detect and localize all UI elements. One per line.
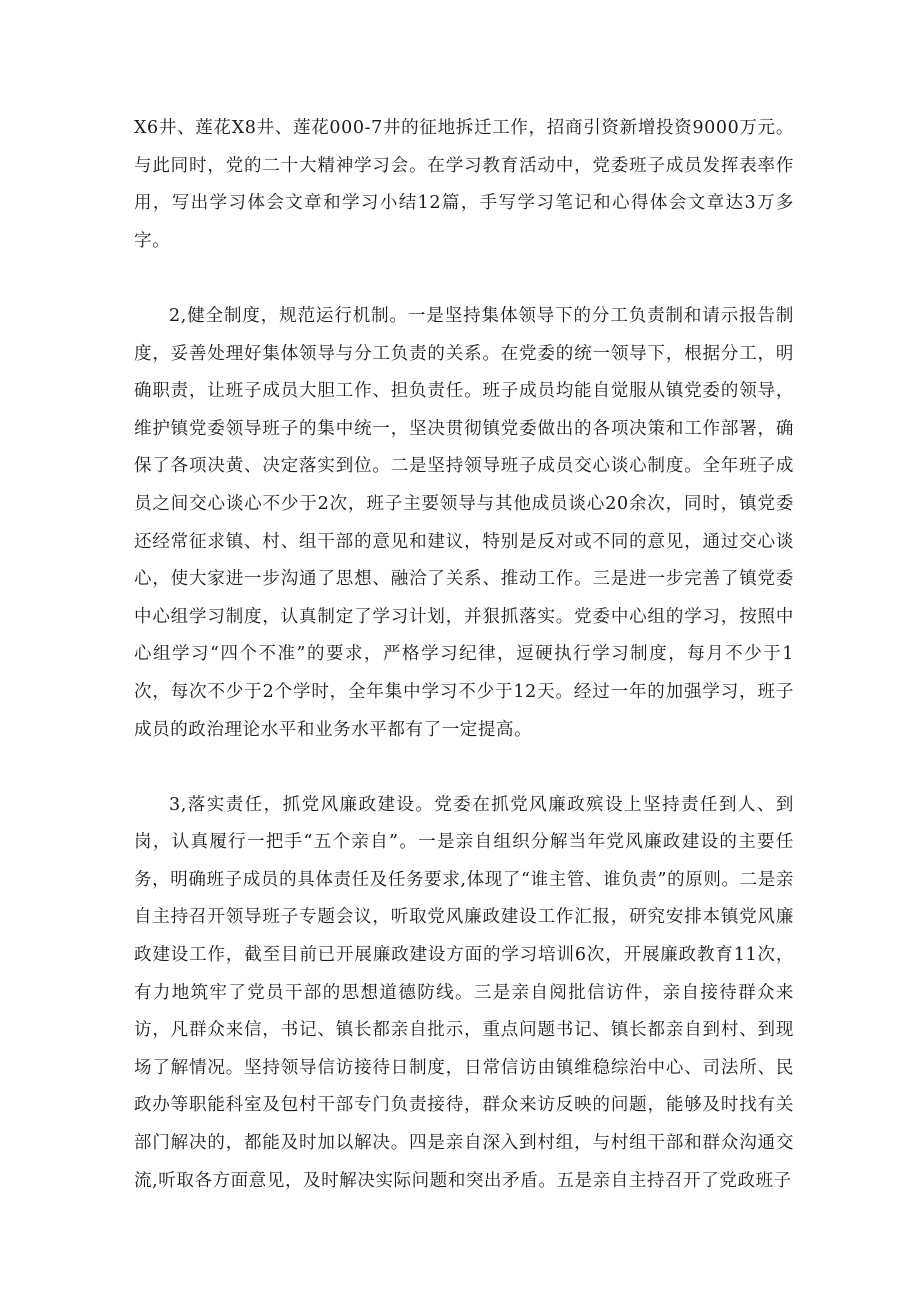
paragraph-continuation: X6井、莲花X8井、莲花000-7井的征地拆迁工作，招商引资新增投资9000万元。与此同时，党的二十大精神学习会。在学习教育活动中，党委班子成员发挥表率作用，写出学习体会文章和学习小结12篇，手写学习笔记和心得体会文章达3万多字。 bbox=[134, 118, 794, 251]
paragraph-3-responsibility: 3,落实责任，抓党风廉政建设。党委在抓党风廉政殡设上坚持责任到人、到岗，认真履行一把手“五个亲自”。一是亲自组织分解当年党风廉政建设的主要任务，明确班子成员的具体责任及任务要求,体现了“谁主管、谁负责”的原则。二是亲自主持召开领导班子专题会议，听取党风廉政建设工作汇报，研究安排本镇党风廉政建设工作，截至目前已开展廉政建设方面的学习培训6次，开展廉政教育11次，有力地筑牢了党员干部的思想道德防线。三是亲自阅批信访件，亲自接待群众来访，凡群众来信，书记、镇长都亲自批示，重点问题书记、镇长都亲自到村、到现场了解情况。坚持领导信访接待日制度，日常信访由镇维稳综治中心、司法所、民政办等职能科室及包村干部专门负责接待，群众来访反映的问题，能够及时找有关部门解决的，都能及时加以解决。四是亲自深入到村组，与村组干部和群众沟通交流,听取各方面意见，及时解决实际问题和突出矛盾。五是亲自主持召开了党政班子 bbox=[134, 794, 794, 1191]
paragraph-gap bbox=[134, 260, 794, 298]
paragraph-2-system: 2,健全制度，规范运行机制。一是坚持集体领导下的分工负责制和请示报告制度，妥善处理好集体领导与分工负责的关系。在党委的统一领导下，根据分工，明确职责，让班子成员大胆工作、担负责任。班子成员均能自觉服从镇党委的领导，维护镇党委领导班子的集中统一，坚决贯彻镇党委做出的各项决策和工作部署，确保了各项决黄、决定落实到位。二是坚持领导班子成员交心谈心制度。全年班子成员之间交心谈心不少于2次，班子主要领导与其他成员谈心20余次，同时，镇党委还经常征求镇、村、组干部的意见和建议，特别是反对或不同的意见，通过交心谈心，使大家进一步沟通了思想、融洽了关系、推动工作。三是进一步完善了镇党委中心组学习制度，认真制定了学习计划，并狠抓落实。党委中心组的学习，按照中心组学习“四个不准”的要求，严格学习纪律，逗硬执行学习制度，每月不少于1次，每次不少于2个学时，全年集中学习不少于12天。经过一年的加强学习，班子成员的政治理论水平和业务水平都有了一定提高。 bbox=[134, 305, 794, 740]
paragraph-gap bbox=[134, 749, 794, 787]
